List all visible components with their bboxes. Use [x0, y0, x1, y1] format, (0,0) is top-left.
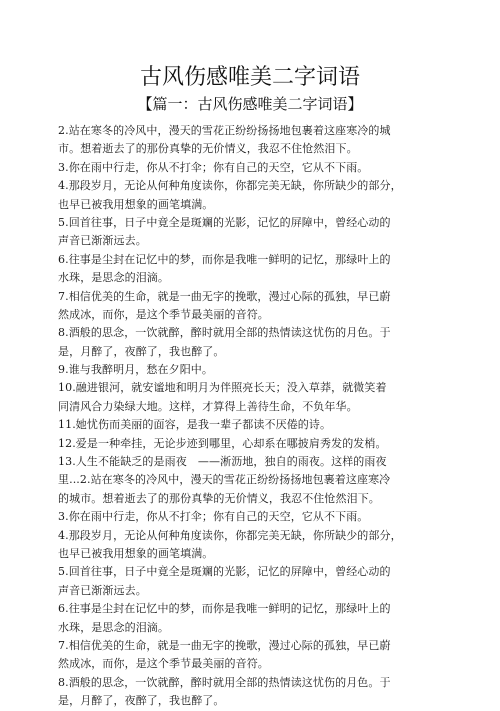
body-text-line: 3.你在雨中行走，你从不打伞；你有自己的天空，它从不下雨。 [58, 160, 369, 174]
body-text-line: 声音已渐渐远去。 [58, 234, 147, 248]
body-text-line: 水珠，是思念的泪滴。 [58, 271, 169, 285]
body-text-line: 也早已被我用想象的画笔填满。 [58, 546, 214, 560]
body-text-line: 5.回首往事，日子中竟全是斑斓的光影，记忆的屏障中，曾经心动的 [58, 565, 391, 579]
body-text-line: 2.站在寒冬的冷风中，漫天的雪花正纷纷扬扬地包裹着这座寒冷的城 [58, 124, 391, 137]
body-text-line: 水珠，是思念的泪滴。 [58, 620, 169, 634]
body-text-line: 9.谁与我醉明月，愁在夕阳中。 [58, 363, 213, 377]
document-subtitle: 【篇一：古风伤感唯美二字词语】 [137, 95, 363, 113]
body-text-line: 3.你在雨中行走，你从不打伞；你有自己的天空，它从不下雨。 [58, 510, 369, 524]
body-text-line: 8.酒般的思念，一饮就醉，醉时就用全部的热情读这忧伤的月色。于 [58, 326, 391, 340]
body-text-line: 的城市。想着逝去了的那份真挚的无价情义，我忍不住怆然泪下。 [58, 491, 380, 505]
body-text-line: 同清风合力染绿大地。这样，才算得上善待生命，不负年华。 [58, 399, 358, 413]
document-body [58, 122, 414, 711]
body-text-line: 然成冰，而你，是这个季节最美丽的音符。 [58, 307, 269, 321]
body-text-line: 4.那段岁月，无论从何种角度读你，你都完美无缺，你所缺少的部分， [58, 528, 402, 542]
body-text-line: 7.相信优美的生命，就是一曲无字的挽歌，漫过心际的孤独，早已蔚 [58, 638, 391, 652]
body-text-line: 7.相信优美的生命，就是一曲无字的挽歌，漫过心际的孤独，早已蔚 [58, 289, 391, 303]
body-text-line: 是，月醉了，夜醉了，我也醉了。 [58, 694, 225, 708]
body-text-line: 声音已渐渐远去。 [58, 583, 147, 597]
body-text-line: 里...2.站在寒冬的冷风中，漫天的雪花正纷纷扬扬地包裹着这座寒冷 [58, 473, 391, 487]
body-text-line: 6.往事是尘封在记忆中的梦，而你是我唯一鲜明的记忆，那绿叶上的 [58, 252, 391, 266]
body-text-line: 也早已被我用想象的画笔填满。 [58, 197, 214, 211]
document-title: 古风伤感唯美二字词语 [139, 65, 360, 90]
body-text-line: 6.往事是尘封在记忆中的梦，而你是我唯一鲜明的记忆，那绿叶上的 [58, 602, 391, 616]
body-text-line: 然成冰，而你，是这个季节最美丽的音符。 [58, 657, 269, 671]
body-text-line: 是，月醉了，夜醉了，我也醉了。 [58, 344, 225, 358]
body-text-line: 13.人生不能缺乏的是雨夜 ——淅沥地，独自的雨夜。这样的雨夜 [58, 455, 387, 469]
body-text-line: 11.她忧伤而美丽的面容，是我一辈子都读不厌倦的诗。 [58, 418, 332, 432]
body-text-line: 5.回首往事，日子中竟全是斑斓的光影，记忆的屏障中，曾经心动的 [58, 215, 391, 229]
body-text-line: 市。想着逝去了的那份真挚的无价情义，我忍不住怆然泪下。 [58, 142, 358, 156]
body-text-line: 12.爱是一种牵挂，无论步迹到哪里，心却系在哪披肩秀发的发梢。 [58, 436, 387, 450]
body-text-line: 4.那段岁月，无论从何种角度读你，你都完美无缺，你所缺少的部分， [58, 179, 402, 193]
body-text-line: 8.酒般的思念，一饮就醉，醉时就用全部的热情读这忧伤的月色。于 [58, 675, 391, 689]
body-text-line: 10.融进银河，就安谧地和明月为伴照亮长天；没入草莽，就微笑着 [58, 381, 387, 395]
